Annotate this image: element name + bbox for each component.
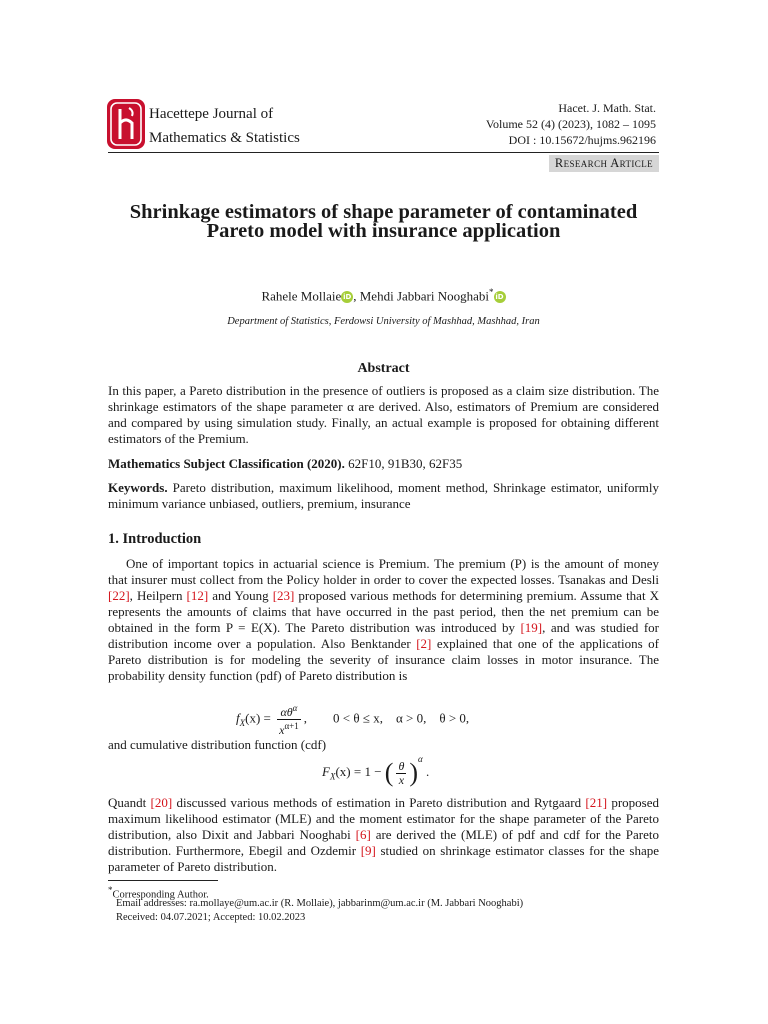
text-run: explained that one of the applications of Pareto distribution is for modeling the severity of insurance claim losses in motor insurance. The probability density function (pdf) of Pareto distribution is [108, 636, 659, 683]
author-2[interactable]: Mehdi Jabbari Nooghabi [359, 288, 490, 304]
text-run: One of important topics in actuarial science is Premium. The premium (P) is the amount of money that insurer must collect from the Policy holder in order to cover the expected losses. Tsanakas and Desli [108, 556, 659, 587]
eq-conditions: , 0 < θ ≤ x, α > 0, θ > 0, [303, 710, 470, 726]
equation-pdf [236, 702, 469, 737]
eq-fraction [277, 702, 301, 737]
citation-link[interactable]: [6] [355, 827, 371, 842]
msc-codes: 62F10, 91B30, 62F35 [348, 456, 463, 471]
keywords-label: Keywords. [108, 480, 168, 495]
text-run: and Young [208, 588, 273, 603]
citation-link[interactable]: [20] [150, 795, 173, 810]
orcid-icon[interactable]: iD [495, 293, 504, 302]
text-run: are derived the (MLE) of pdf and cdf for the Pareto distribution. Furthermore, Ebegil and Ozdemir [108, 827, 659, 858]
paper-title: Shrinkage estimators of shape parameter of contaminated Pareto model with insurance application [129, 201, 638, 242]
journal-name-line1: Hacettepe Journal of [149, 106, 274, 122]
text-run: Quandt [108, 795, 151, 810]
eq-numerator: θ [398, 758, 405, 773]
eq-num-exponent: α [292, 703, 298, 713]
text-run: proposed various methods for determining premium. Assume that X represents the amounts of claims that have occurred in the past period, then the net premium can be obtained in the form P = E(X). The Pareto distribution was introduced by [108, 588, 659, 635]
left-paren: ( [384, 758, 394, 788]
citation-link[interactable]: [23] [272, 588, 295, 603]
keywords [108, 480, 659, 512]
equation-cdf [322, 754, 429, 788]
journal-name-line2: Mathematics & Statistics [149, 130, 300, 146]
section-heading-introduction: 1. Introduction [108, 531, 202, 547]
text-run: proposed maximum likelihood estimator (MLE) and the moment estimator for the shape parameter of the Pareto distribution, also Dixit and Jabbari Nooghabi [108, 795, 659, 842]
footnote-emails[interactable]: Email addresses: ra.mollaye@um.ac.ir (R. Mollaie), jabbarinm@um.ac.ir (M. Jabbari Nooghabi) [116, 898, 524, 909]
footnote-rule [108, 880, 218, 881]
eq-argument: (x) = [245, 710, 271, 726]
corresponding-mark: * [489, 287, 494, 297]
eq-symbol: F [322, 764, 330, 779]
citation-link[interactable]: [22] [108, 588, 130, 603]
eq-denominator: x [398, 772, 405, 787]
msc-label: Mathematics Subject Classification (2020). [108, 456, 345, 471]
citation-link[interactable]: [12] [186, 588, 209, 603]
journal-meta [486, 100, 656, 148]
authors [108, 287, 659, 304]
citation-link[interactable]: [2] [416, 636, 432, 651]
cdf-intro: and cumulative distribution function (cdf) [108, 737, 327, 752]
author-separator: , [353, 288, 360, 304]
eq-end: . [426, 764, 430, 779]
affiliation: Department of Statistics, Ferdowsi University of Mashhad, Mashhad, Iran [227, 316, 540, 327]
text-run: , Heilpern [129, 588, 187, 603]
orcid-icon[interactable]: iD [343, 293, 352, 302]
msc-line [108, 456, 659, 472]
eq-subscript: X [329, 771, 336, 782]
keywords-text: Pareto distribution, maximum likelihood, moment method, Shrinkage estimator, uniformly minimum variance unbiased, outliers, premium, insurance [108, 480, 659, 511]
eq-exponent: α [418, 754, 423, 764]
eq-argument: (x) = 1 − [335, 764, 382, 779]
eq-fraction [396, 760, 406, 787]
intro-paragraph-1 [108, 556, 659, 684]
citation-link[interactable]: [9] [360, 843, 376, 858]
text-run: , and was studied for distribution income over a population. Also Benktander [108, 620, 659, 651]
text-run: discussed various methods of estimation in Pareto distribution and Rytgaard [172, 795, 586, 810]
article-type-badge: Research Article [549, 155, 659, 172]
eq-denominator: x [279, 723, 285, 737]
right-paren: ) [409, 758, 419, 788]
author-1[interactable]: Rahele Mollaie [261, 288, 342, 304]
eq-subscript: X [239, 718, 246, 729]
eq-symbol: f [236, 710, 240, 726]
journal-logo [107, 99, 145, 149]
intro-paragraph-2 [108, 795, 659, 875]
journal-doi[interactable]: DOI : 10.15672/hujms.962196 [508, 133, 656, 147]
journal-volume: Volume 52 (4) (2023), 1082 – 1095 [485, 117, 656, 131]
abstract-heading: Abstract [357, 361, 410, 376]
footnote-mark: * [108, 885, 113, 895]
journal-abbrev: Hacet. J. Math. Stat. [558, 101, 656, 115]
header-rule [108, 152, 659, 153]
citation-link[interactable]: [21] [585, 795, 608, 810]
text-run: studied on shrinkage estimator classes for the shape parameter of Pareto distribution. [108, 843, 659, 874]
footnote-dates: Received: 04.07.2021; Accepted: 10.02.2023 [116, 912, 306, 923]
footnote-text: Corresponding Author. [112, 889, 209, 901]
citation-link[interactable]: [19] [520, 620, 543, 635]
abstract-text: In this paper, a Pareto distribution in the presence of outliers is proposed as a claim size distribution. The shrinkage estimators of the shape parameter α are derived. Also, estimators of Premium are considered and compared by using simulation study. Finally, an actual example is proposed for obtaining different estimators of the Premium. [108, 383, 659, 446]
journal-name [149, 102, 300, 150]
eq-den-exponent: α+1 [284, 721, 299, 731]
eq-numerator: αθ [280, 705, 293, 719]
